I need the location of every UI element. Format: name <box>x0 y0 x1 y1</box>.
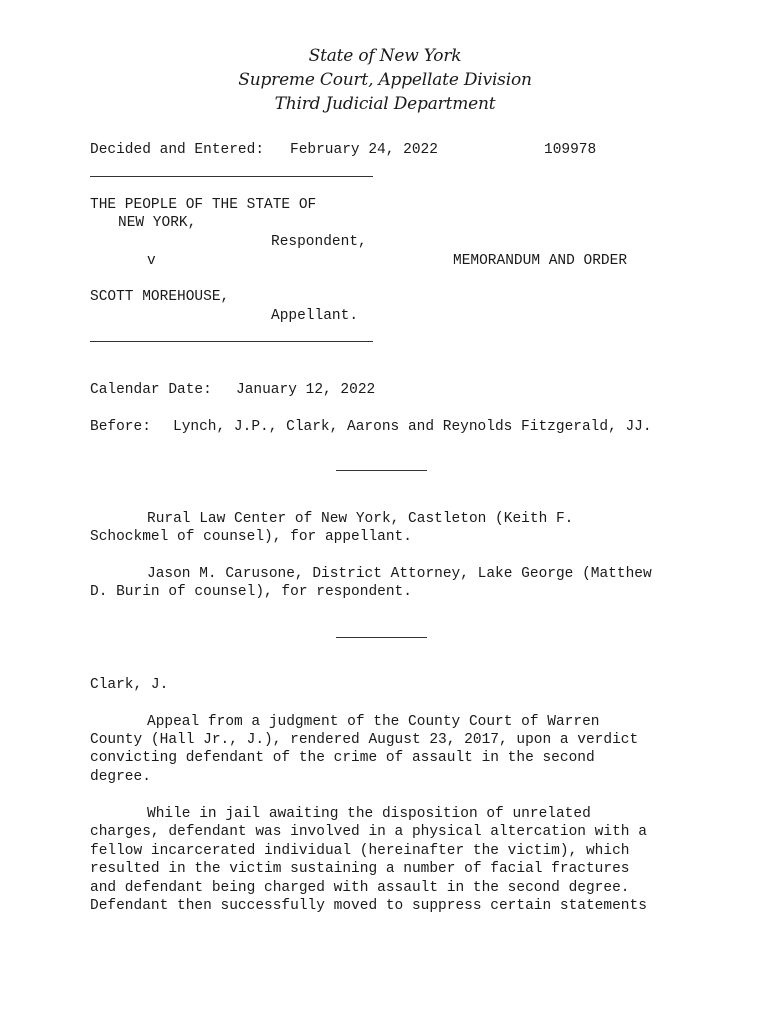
para1-line2: County (Hall Jr., J.), rendered August 23, 2017, upon a verdict <box>90 732 639 748</box>
respondent-counsel-line2: D. Burin of counsel), for respondent. <box>90 584 412 600</box>
court-name-line3: Third Judicial Department <box>274 94 496 114</box>
calendar-date: January 12, 2022 <box>236 382 376 398</box>
before-label: Before: <box>90 419 151 435</box>
section-divider-2 <box>336 637 427 638</box>
court-name-line1: State of New York <box>308 46 462 66</box>
respondent-counsel-line1: Jason M. Carusone, District Attorney, Lake George (Matthew <box>147 566 652 582</box>
opinion-author: Clark, J. <box>90 677 169 693</box>
party1-line2: NEW YORK, <box>118 215 197 231</box>
para2-line2: charges, defendant was involved in a physical altercation with a <box>90 824 647 840</box>
party2-role: Appellant. <box>271 308 359 324</box>
before-judges: Lynch, J.P., Clark, Aarons and Reynolds Fitzgerald, JJ. <box>173 419 652 435</box>
versus: v <box>147 253 156 269</box>
calendar-label: Calendar Date: <box>90 382 212 398</box>
caption-top-rule <box>90 176 373 177</box>
document-type: MEMORANDUM AND ORDER <box>453 253 628 269</box>
party1-line1: THE PEOPLE OF THE STATE OF <box>90 197 317 213</box>
decided-label: Decided and Entered: <box>90 142 265 158</box>
caption-bottom-rule <box>90 341 373 342</box>
para2-line4: resulted in the victim sustaining a number of facial fractures <box>90 861 630 877</box>
court-name-line2: Supreme Court, Appellate Division <box>238 70 532 90</box>
decided-date: February 24, 2022 <box>290 142 438 158</box>
para2-line6: Defendant then successfully moved to suppress certain statements <box>90 898 647 914</box>
party2: SCOTT MOREHOUSE, <box>90 289 230 305</box>
para2-line1: While in jail awaiting the disposition of unrelated <box>147 806 591 822</box>
docket-number: 109978 <box>544 142 597 158</box>
para1-line3: convicting defendant of the crime of assault in the second <box>90 750 595 766</box>
para1-line1: Appeal from a judgment of the County Court of Warren <box>147 714 600 730</box>
appellant-counsel-line2: Schockmel of counsel), for appellant. <box>90 529 412 545</box>
para2-line5: and defendant being charged with assault in the second degree. <box>90 880 630 896</box>
appellant-counsel-line1: Rural Law Center of New York, Castleton (Keith F. <box>147 511 574 527</box>
para2-line3: fellow incarcerated individual (hereinafter the victim), which <box>90 843 630 859</box>
party1-role: Respondent, <box>271 234 367 250</box>
para1-line4: degree. <box>90 769 151 785</box>
section-divider-1 <box>336 470 427 471</box>
